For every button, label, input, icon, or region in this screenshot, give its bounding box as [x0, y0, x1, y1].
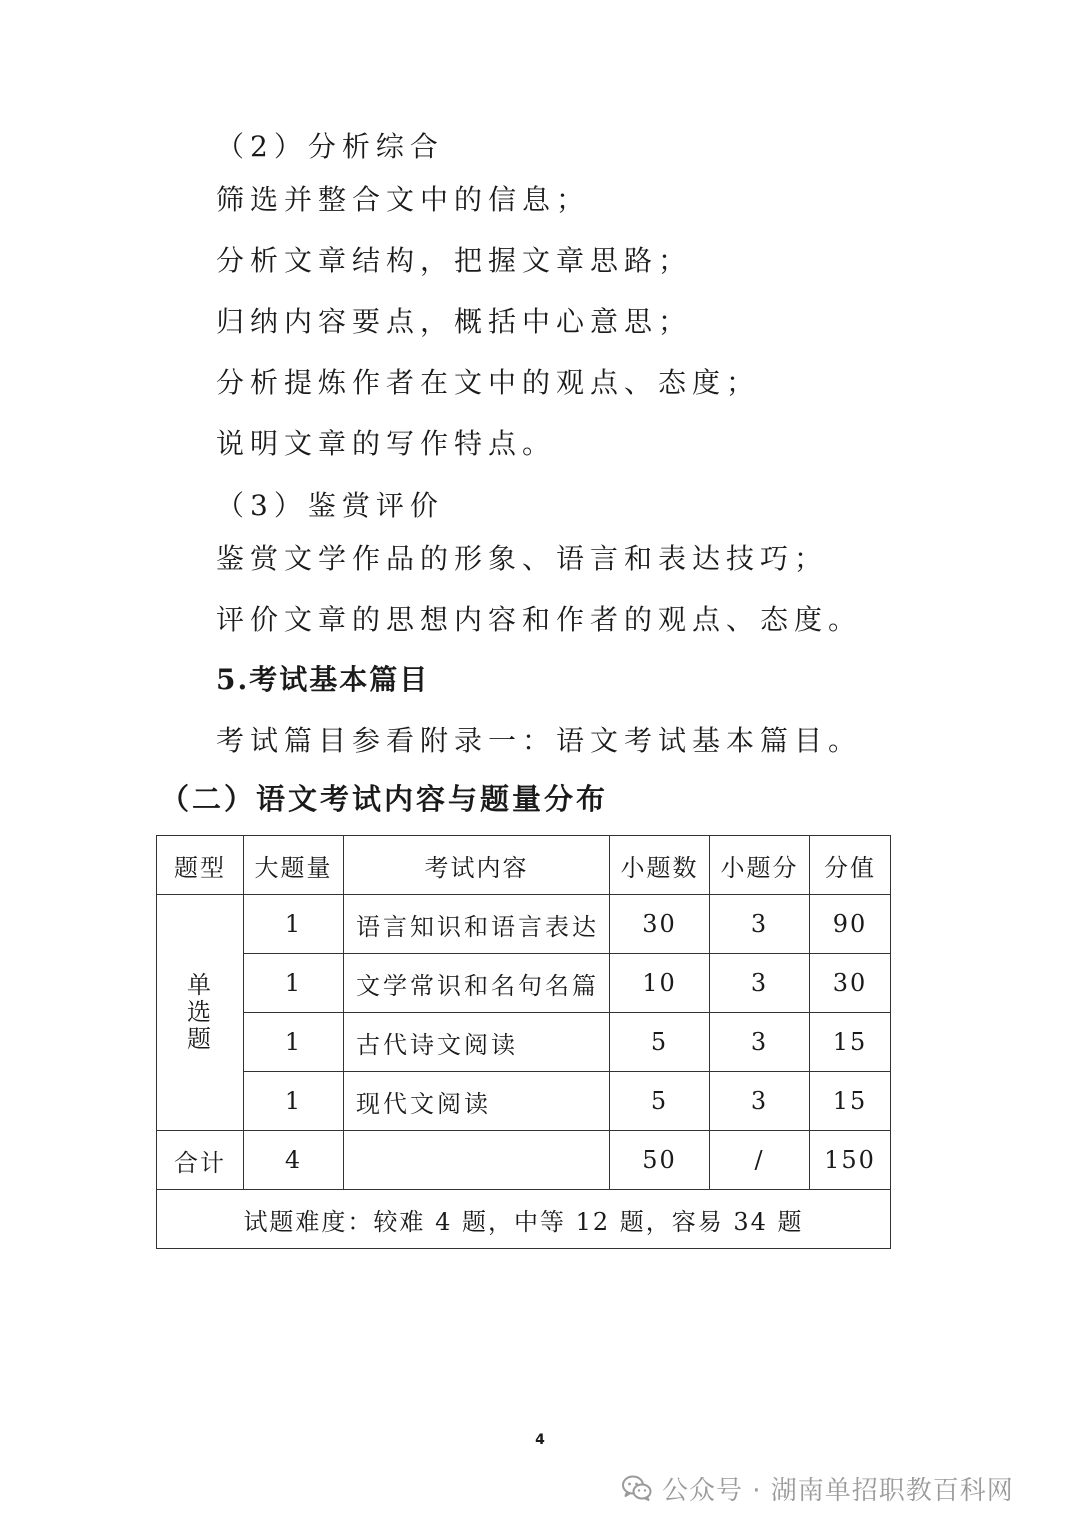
- header-num: 小题数: [610, 836, 710, 895]
- table-row: [157, 1072, 891, 1131]
- cell-total: 90: [810, 895, 891, 954]
- cell-count: 1: [244, 895, 344, 954]
- cell-count: 1: [244, 1072, 344, 1131]
- cell-num: 30: [610, 895, 710, 954]
- cell-score-each: 3: [710, 1072, 810, 1131]
- cell-content: 文学常识和名句名篇: [344, 954, 610, 1013]
- list-item: 评价文章的思想内容和作者的观点、态度。: [216, 603, 863, 636]
- subheading-appreciation: （3）鉴赏评价: [216, 489, 444, 522]
- subheading-analysis: （2）分析综合: [216, 130, 444, 163]
- header-count: 大题量: [244, 836, 344, 895]
- table-row: [157, 1013, 891, 1072]
- header-total: 分值: [810, 836, 891, 895]
- distribution-table: [156, 835, 891, 1249]
- header-score-each: 小题分: [710, 836, 810, 895]
- summary-num: 50: [610, 1131, 710, 1190]
- cell-total: 15: [810, 1072, 891, 1131]
- cell-score-each: 3: [710, 954, 810, 1013]
- list-item: 筛选并整合文中的信息；: [216, 183, 591, 216]
- watermark-text: 公众号 · 湖南单招职教百科网: [662, 1475, 1014, 1506]
- cell-num: 5: [610, 1072, 710, 1131]
- section-title: （二）语文考试内容与题量分布: [160, 782, 609, 816]
- table-summary-row: [157, 1131, 891, 1190]
- summary-content: [344, 1131, 610, 1190]
- wechat-icon: [622, 1475, 652, 1501]
- table-row: [157, 954, 891, 1013]
- cell-content: 现代文阅读: [344, 1072, 610, 1131]
- cell-count: 1: [244, 1013, 344, 1072]
- table-row: [157, 895, 891, 954]
- cell-count: 1: [244, 954, 344, 1013]
- summary-total: 150: [810, 1131, 891, 1190]
- header-type: 题型: [157, 836, 244, 895]
- cell-num: 10: [610, 954, 710, 1013]
- cell-total: 30: [810, 954, 891, 1013]
- summary-label: 合计: [157, 1131, 244, 1190]
- group-label-single-choice: 单 选 题: [157, 895, 244, 1131]
- table-header-row: [157, 836, 891, 895]
- paragraph-basic-texts: 考试篇目参看附录一：语文考试基本篇目。: [216, 724, 863, 757]
- cell-total: 15: [810, 1013, 891, 1072]
- cell-score-each: 3: [710, 1013, 810, 1072]
- list-item: 分析文章结构，把握文章思路；: [216, 244, 693, 277]
- cell-num: 5: [610, 1013, 710, 1072]
- difficulty-note: 试题难度：较难 4 题，中等 12 题，容易 34 题: [157, 1190, 891, 1249]
- list-item: 说明文章的写作特点。: [216, 427, 557, 460]
- table-difficulty-row: [157, 1190, 891, 1249]
- heading-basic-texts: 5.考试基本篇目: [216, 663, 430, 696]
- header-content: 考试内容: [344, 836, 610, 895]
- cell-score-each: 3: [710, 895, 810, 954]
- watermark: [622, 1468, 1014, 1508]
- list-item: 分析提炼作者在文中的观点、态度；: [216, 366, 761, 399]
- summary-count: 4: [244, 1131, 344, 1190]
- summary-score-each: /: [710, 1131, 810, 1190]
- list-item: 鉴赏文学作品的形象、语言和表达技巧；: [216, 542, 829, 575]
- cell-content: 古代诗文阅读: [344, 1013, 610, 1072]
- cell-content: 语言知识和语言表达: [344, 895, 610, 954]
- page-number: 4: [535, 1432, 545, 1448]
- list-item: 归纳内容要点，概括中心意思；: [216, 305, 693, 338]
